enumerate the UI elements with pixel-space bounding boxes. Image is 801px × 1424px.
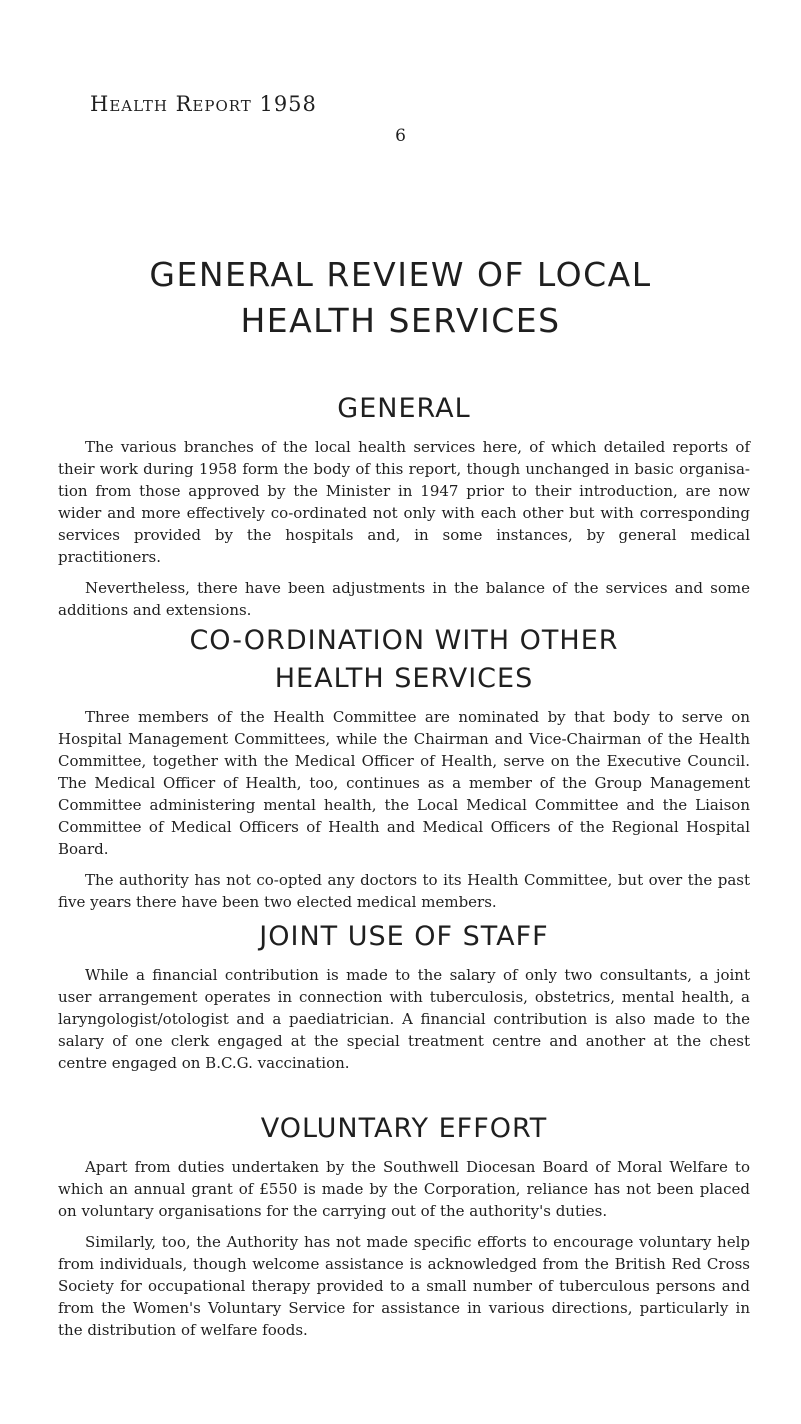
section-heading-voluntary-effort: VOLUNTARY EFFORT [260, 1113, 548, 1144]
section-co-ordination [58, 622, 750, 922]
page-number: 6 [395, 126, 406, 146]
page-title-line-1: GENERAL REVIEW OF LOCAL [149, 255, 652, 294]
section-heading-co-ordination [58, 622, 750, 698]
section-general [58, 390, 750, 630]
paragraph: The authority has not co-opted any doctors to its Health Committee, but over the past five years there have been two elected medical members. [58, 871, 750, 911]
paragraph: Three members of the Health Committee are nominated by that body to serve on Hospital Management Committees, while the Chairman and Vice-Chairman of the Health Committee, together with the Medical Officer of Health, serve on the Executive Council. The Medical Officer of Health, too, continues as a member of the Group Management Committee administering mental health, the Local Medical Committee and the Liaison Committee of Medical Officers of Health and Medical Officers of the Regional Hospital Board. [58, 708, 750, 858]
section-voluntary-effort [58, 1110, 750, 1350]
paragraph: Similarly, too, the Authority has not made specific efforts to encourage voluntary help from individuals, though welcome assistance is acknowledged from the British Red Cross Society for occupational therapy provided to a small number of tuberculous persons and from the Women's Voluntary Service for assistance in various directions, particularly in the distribution of welfare foods. [58, 1233, 750, 1339]
page-title-line-2: HEALTH SERVICES [240, 301, 561, 340]
paragraph: Nevertheless, there have been adjustments in the balance of the services and some additions and extensions. [58, 579, 750, 619]
paragraph: While a financial contribution is made to the salary of only two consultants, a joint user arrangement operates in connection with tuberculosis, obstetrics, mental health, a laryngologist/otologist and a paediatrician. A financial contribution is also made to the salary of one clerk engaged at the special treatment centre and another at the chest centre engaged on B.C.G. vaccination. [58, 966, 750, 1072]
section-heading-line-1: CO-ORDINATION WITH OTHER [189, 625, 619, 656]
section-heading-general: GENERAL [337, 393, 471, 424]
paragraph: The various branches of the local health services here, of which detailed reports of their work during 1958 form the body of this report, though unchanged in basic organisa- tion from those approved by the Minister in 1947 prior to their introduction, are now wider and more effectively co-ordinated not only with each other but with corresponding services provided by the hospitals and, in some instances, by general medical practitioners. [58, 438, 750, 566]
section-heading-line-2: HEALTH SERVICES [274, 663, 534, 694]
paragraph: Apart from duties undertaken by the Southwell Diocesan Board of Moral Welfare to which an annual grant of £550 is made by the Corporation, reliance has not been placed on voluntary organisations for the carrying out of the authority's duties. [58, 1158, 750, 1220]
page-title [0, 252, 801, 344]
section-heading-joint-use: JOINT USE OF STAFF [259, 921, 549, 952]
section-joint-use-of-staff [58, 918, 750, 1083]
running-head: Health Report 1958 [90, 92, 317, 116]
